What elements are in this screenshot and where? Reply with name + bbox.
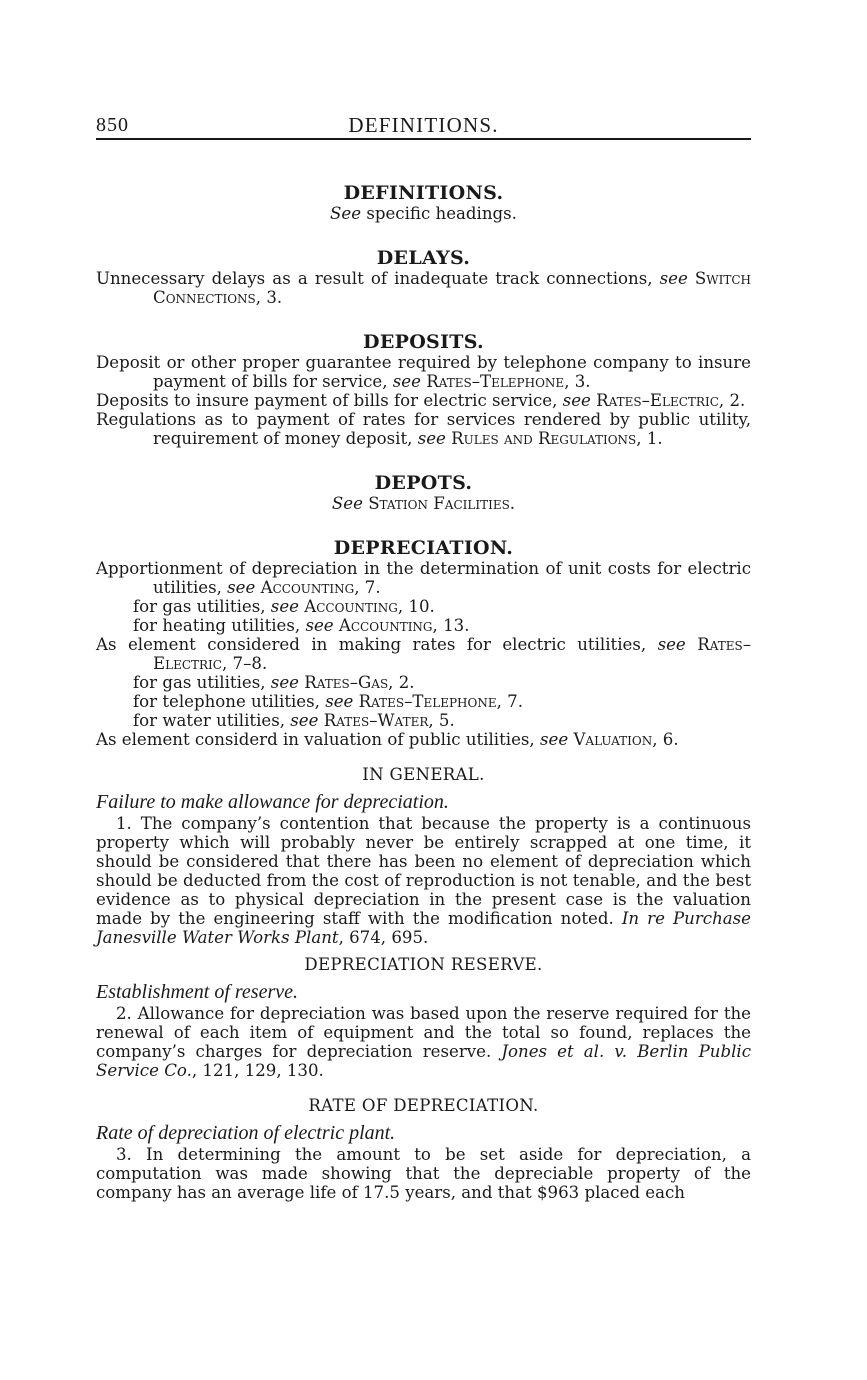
subentry-depreciation-1: for gas utilities, see Accounting, 10. [133, 597, 435, 616]
cross-reference: Rates–Electric [596, 391, 719, 410]
cross-reference: Rules and Regulations [451, 429, 637, 448]
subentry-depreciation-2: for heating utilities, see Accounting, 13. [133, 616, 470, 635]
see-word: See [330, 204, 362, 223]
heading-definitions: DEFINITIONS. [343, 182, 504, 204]
cross-reference: Station Facilities. [368, 494, 516, 513]
entry-depreciation-1: Apportionment of depreciation in the determination of unit costs for electric utilities, see Accounting, 7. [96, 559, 751, 597]
definitions-text: specific headings. [366, 204, 517, 223]
subentry-depreciation-3: for gas utilities, see Rates–Gas, 2. [133, 673, 415, 692]
book-page [96, 112, 751, 1202]
entry-deposits-2: Deposits to insure payment of bills for electric service, see Rates–Electric, 2. [96, 391, 746, 410]
subentry-depreciation-5: for water utilities, see Rates–Water, 5. [133, 711, 455, 730]
cross-reference: Rates–Telephone [426, 372, 565, 391]
case-citation: Jones et al. v. Berlin Public Service Co. [96, 1042, 751, 1080]
paragraph-3: 3. In determining the amount to be set aside for depreciation, a computation was made showing that the depreciable property of the company has an average life of 17.5 years, and that $963 placed each [96, 1145, 751, 1202]
entry-delays-1: Unnecessary delays as a result of inadequate track connections, see Switch Connections, 3. [96, 269, 751, 307]
heading-depreciation: DEPRECIATION. [333, 537, 514, 559]
paragraph-2: 2. Allowance for depreciation was based upon the reserve required for the renewal of each item of equipment and the total so found, replaces the company’s charges for depreciation reserve. Jones et al. v. Berlin Public Service Co., 121, 129, 130. [96, 1004, 751, 1080]
entry-depreciation-2: As element considered in making rates for electric utilities, see Rates–Electric, 7–8. [96, 635, 751, 673]
heading-delays: DELAYS. [376, 247, 471, 269]
heading-depots: DEPOTS. [374, 472, 473, 494]
subentry-depreciation-4: for telephone utilities, see Rates–Telephone, 7. [133, 692, 523, 711]
entry-deposits-1: Deposit or other proper guarantee required by telephone company to insure payment of bills for service, see Rates–Telephone, 3. [96, 353, 751, 391]
topic-establishment-of-reserve: Establishment of reserve. [96, 981, 299, 1003]
topic-failure-to-make-allowance: Failure to make allowance for depreciation. [96, 791, 449, 813]
running-title: DEFINITIONS. [348, 113, 499, 137]
depots-see-line: See Station Facilities. [331, 494, 516, 513]
section-heading-rate-of-depreciation: RATE OF DEPRECIATION. [308, 1096, 539, 1115]
case-citation: In re Purchase Janesville Water Works Plant [96, 909, 751, 947]
running-head [96, 112, 751, 138]
paragraph-1: 1. The company’s contention that because the property is a continuous property which will probably never be entirely scrapped at one time, it should be considered that there has been no element of depreciation which should be deducted from the cost of reproduction is not tenable, and the best evidence as to physical depreciation in the present case is the valuation made by the engineering staff with the modification noted. In re Purchase Janesville Water Works Plant, 674, 695. [96, 814, 751, 947]
entry-depreciation-3: As element considerd in valuation of public utilities, see Valuation, 6. [96, 730, 679, 749]
section-heading-depreciation-reserve: DEPRECIATION RESERVE. [304, 955, 543, 974]
definitions-see-line [96, 204, 751, 223]
heading-deposits: DEPOSITS. [363, 331, 484, 353]
section-heading-in-general: IN GENERAL. [362, 765, 485, 784]
page-number: 850 [96, 114, 129, 136]
cross-reference: Switch Connections [153, 269, 751, 307]
entry-deposits-3: Regulations as to payment of rates for services rendered by public utility, requirement of money deposit, see Rules and Regulations, 1. [96, 410, 751, 448]
topic-rate-of-depreciation-electric-plant: Rate of depreciation of electric plant. [96, 1122, 396, 1144]
